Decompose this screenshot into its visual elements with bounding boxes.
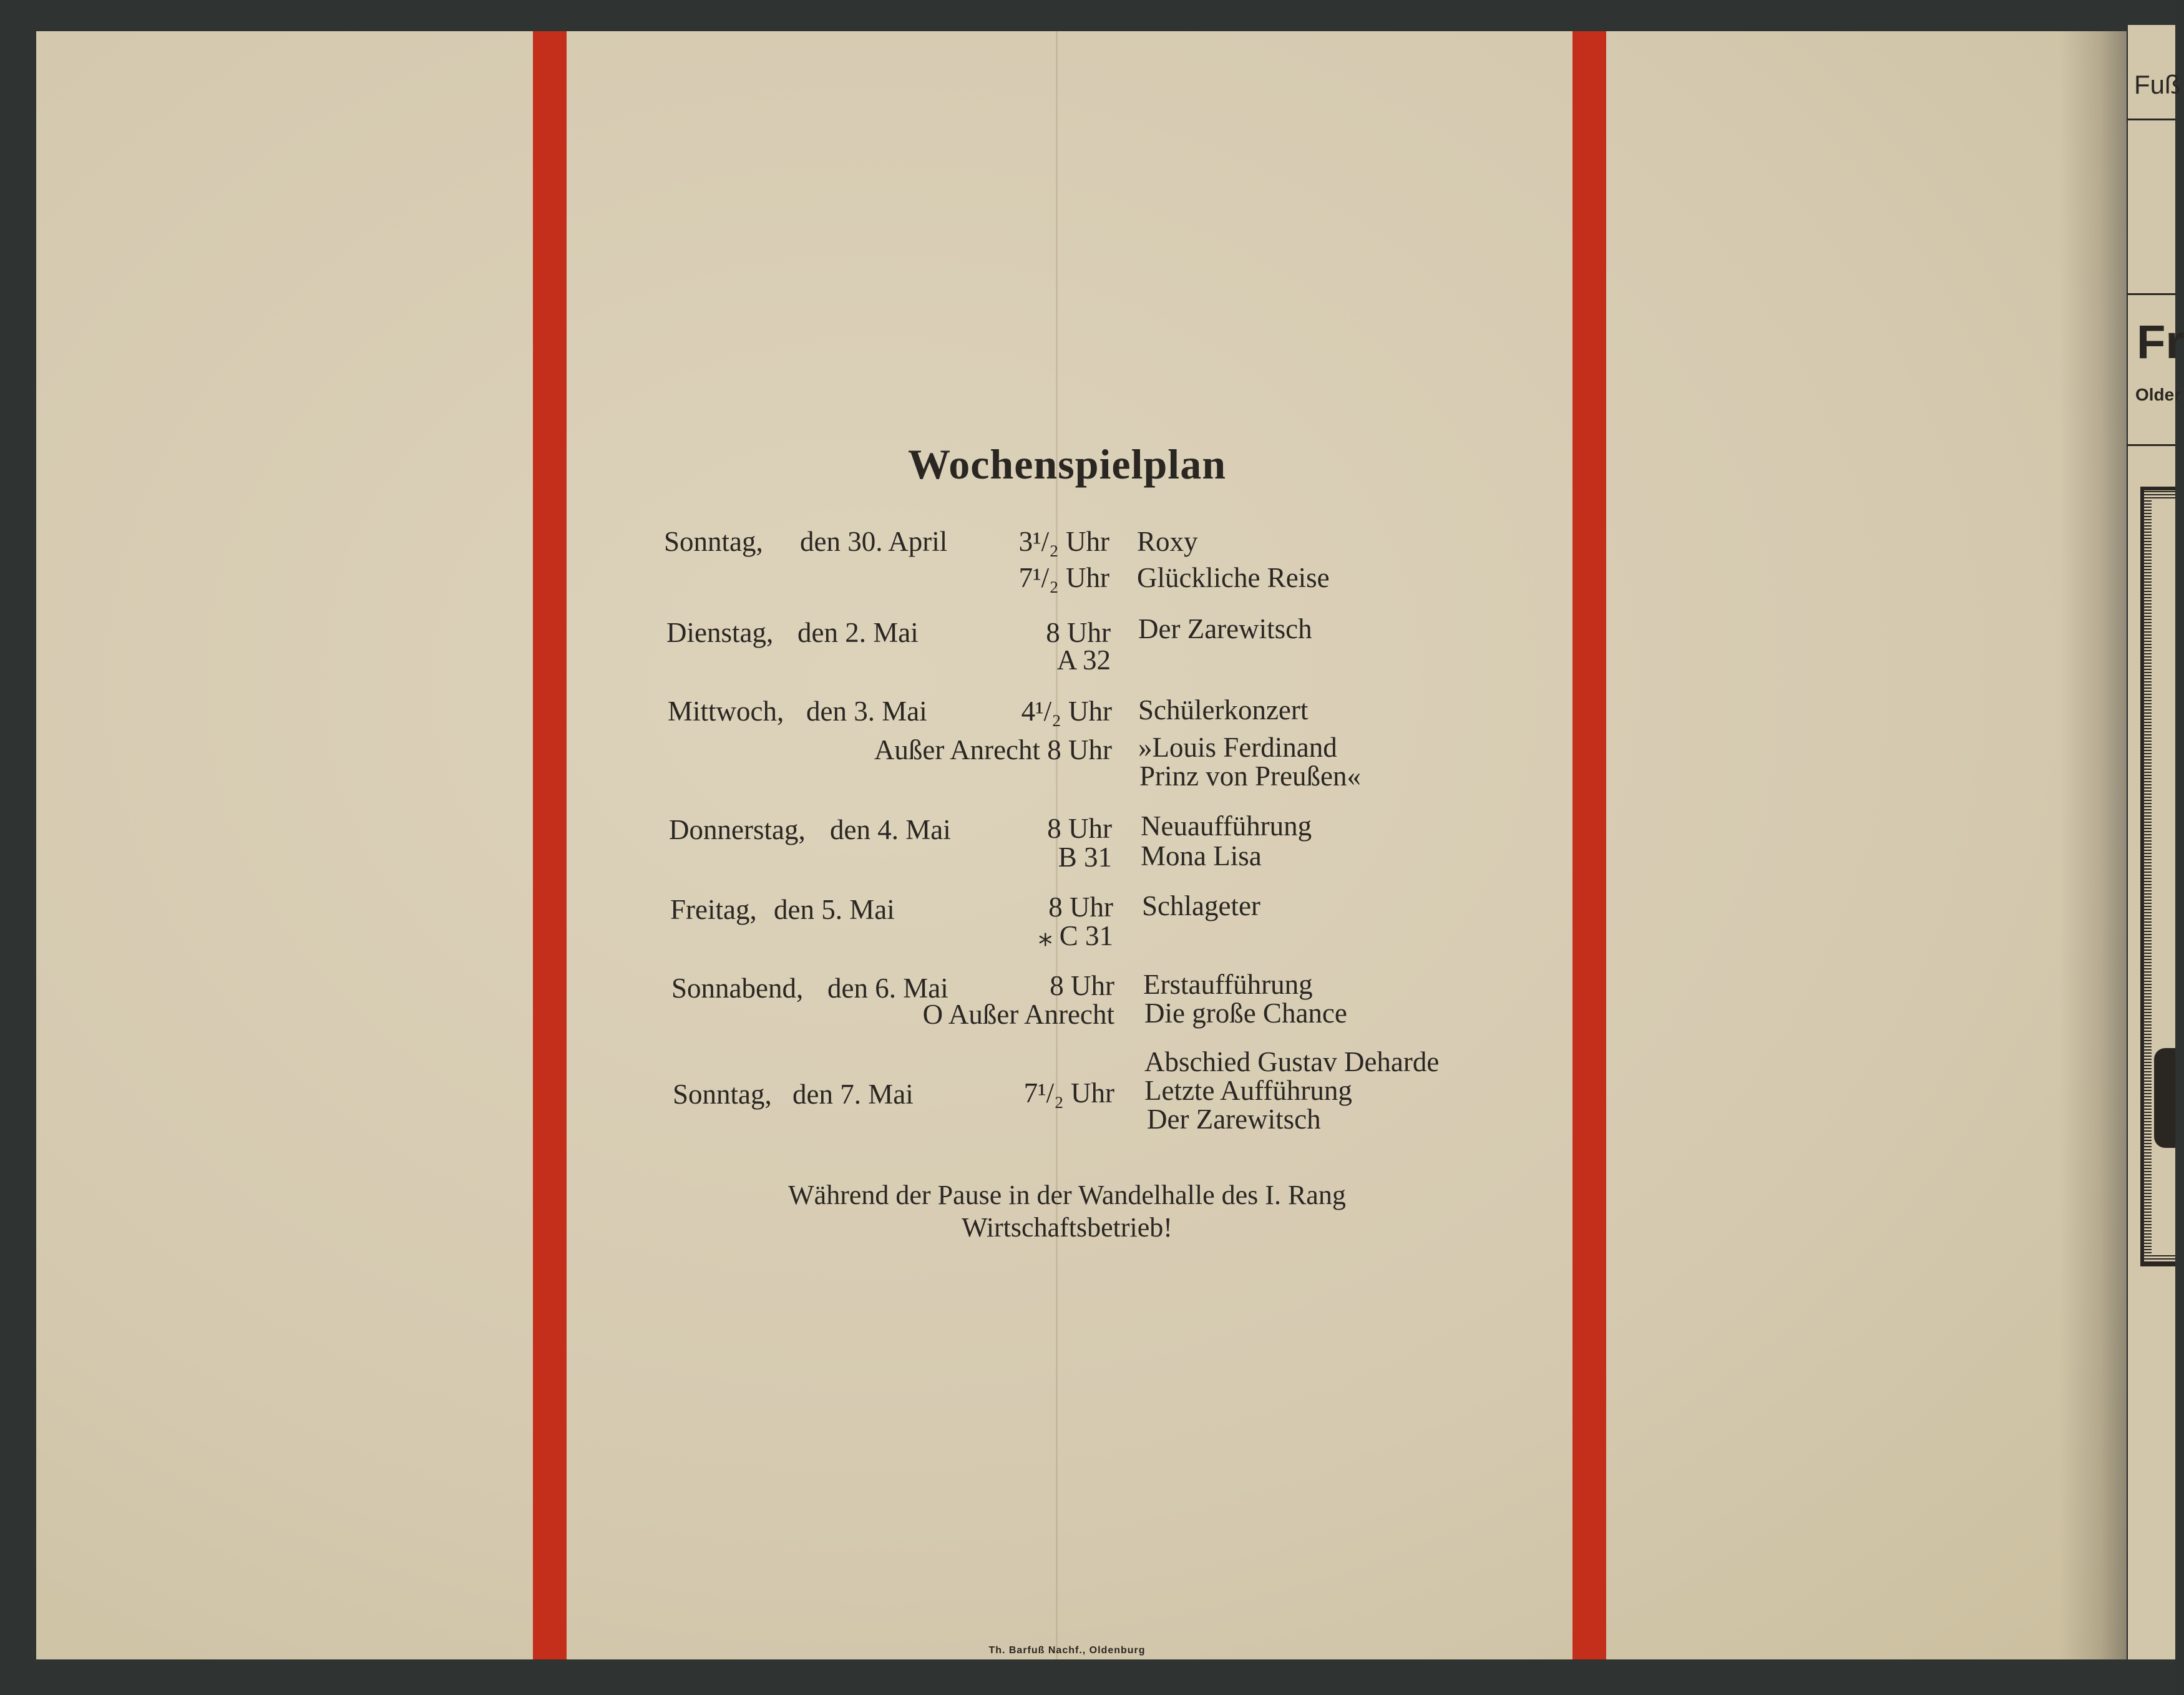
schedule-play: Roxy: [1137, 526, 1198, 557]
schedule-play-line2: Der Zarewitsch: [1147, 1104, 1321, 1135]
schedule-date: den 4. Mai: [830, 814, 951, 845]
schedule-day: Sonntag,: [673, 1079, 772, 1110]
schedule-play-line2: Mona Lisa: [1141, 840, 1262, 872]
schedule-time: 8 Uhr: [1048, 891, 1113, 923]
schedule-day: Freitag,: [670, 894, 757, 925]
red-stripe-right: [1572, 31, 1606, 1659]
schedule-time: 8 Uhr: [1047, 813, 1112, 844]
adjacent-page-ad-glyph: [2154, 1048, 2175, 1148]
page-title: Wochenspielplan: [907, 440, 1227, 488]
page-edge-shadow: [2059, 31, 2128, 1659]
schedule-time: 8 Uhr: [1050, 970, 1114, 1001]
schedule-date: den 6. Mai: [827, 973, 948, 1004]
footnote: [718, 1179, 1416, 1244]
schedule-play: Neuaufführung: [1141, 810, 1312, 842]
schedule-day: Sonntag,: [664, 526, 763, 557]
adjacent-page-rule: [2128, 444, 2175, 446]
schedule-play: Erstaufführung: [1143, 969, 1313, 1000]
schedule-day: Dienstag,: [666, 617, 774, 648]
schedule-time: 3¹/₂ Uhr: [1018, 526, 1109, 557]
schedule-play-line0: Abschied Gustav Deharde: [1144, 1046, 1440, 1077]
footnote-line2: Wirtschaftsbetrieb!: [962, 1212, 1172, 1243]
adjacent-page-rule: [2128, 119, 2175, 120]
schedule-play: Schlageter: [1142, 890, 1260, 921]
schedule-date: den 2. Mai: [797, 617, 919, 648]
printer-imprint: Th. Barfuß Nachf., Oldenburg: [988, 1645, 1146, 1656]
schedule-play: Schülerkonzert: [1138, 694, 1309, 726]
schedule-date: den 3. Mai: [806, 696, 927, 727]
schedule-play: Glückliche Reise: [1137, 562, 1330, 593]
schedule-code: B 31: [1058, 842, 1112, 873]
schedule-play-line2: Die große Chance: [1144, 998, 1347, 1029]
schedule-play-line2: Prinz von Preußen«: [1139, 760, 1361, 792]
schedule-day: Donnerstag,: [669, 814, 806, 845]
adjacent-page-top-text: Fuß: [2134, 70, 2181, 99]
schedule-day: Mittwoch,: [668, 696, 784, 727]
schedule-code: ⁎ C 31: [1038, 920, 1113, 951]
schedule-play: Der Zarewitsch: [1138, 613, 1312, 644]
schedule-date: den 5. Mai: [774, 894, 895, 925]
adjacent-page-rule: [2128, 293, 2175, 295]
schedule-date: den 30. April: [800, 526, 948, 557]
schedule-play: »Louis Ferdinand: [1138, 732, 1337, 763]
schedule-time: 8 Uhr: [1046, 617, 1111, 648]
adjacent-page-subheading: Older: [2135, 385, 2182, 404]
schedule-play: Letzte Aufführung: [1144, 1075, 1352, 1106]
schedule-code: O Außer Anrecht: [922, 999, 1114, 1030]
schedule-time: 7¹/₂ Uhr: [1023, 1077, 1114, 1109]
schedule-day: Sonnabend,: [671, 973, 804, 1004]
schedule-code: A 32: [1056, 644, 1111, 676]
adjacent-page-heading: Fr: [2137, 316, 2184, 369]
red-stripe-left: [533, 31, 567, 1659]
schedule-date: den 7. Mai: [792, 1079, 914, 1110]
schedule-time: 7¹/₂ Uhr: [1018, 562, 1109, 593]
schedule-time: 4¹/₂ Uhr: [1021, 696, 1112, 727]
schedule-time: Außer Anrecht 8 Uhr: [874, 734, 1112, 765]
footnote-line1: Während der Pause in der Wandelhalle des I. Rang: [788, 1180, 1346, 1210]
